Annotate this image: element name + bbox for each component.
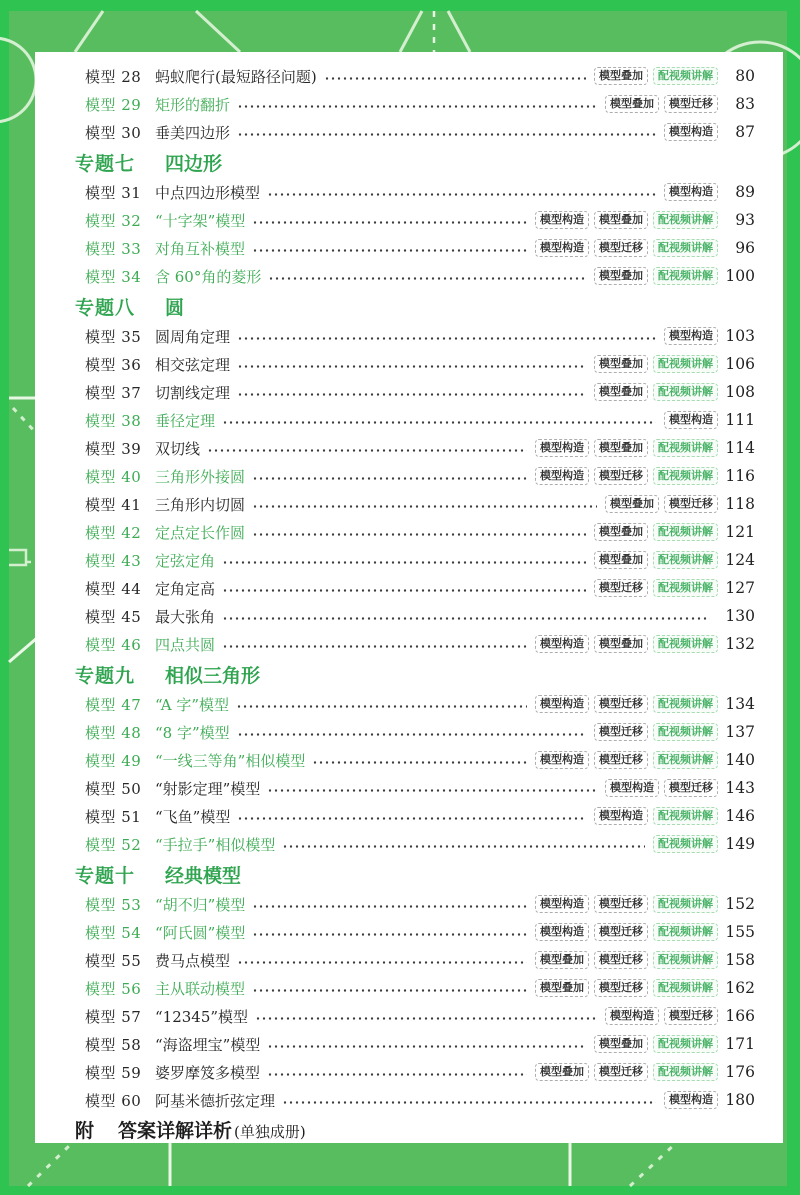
entry-label: 模型 34 [85,267,142,286]
entry-page-number: 158 [725,951,755,969]
model-badge: 模型叠加 [605,495,659,513]
toc-entry [85,690,755,718]
entry-title: 双切线 [155,439,201,458]
model-badge: 模型构造 [535,635,589,653]
entry-badges [594,551,718,569]
dot-leader [237,960,527,965]
dot-leader [236,704,527,709]
entry-badges [594,807,718,825]
entry-label: 模型 39 [85,439,142,458]
chapter-heading [75,658,755,690]
entry-badges [535,695,718,713]
entry-title: 含 60°角的菱形 [155,267,262,286]
video-badge: 配视频讲解 [653,67,718,85]
model-badge: 模型迁移 [594,579,648,597]
entry-label: 模型 33 [85,239,142,258]
entry-page-number: 171 [725,1035,755,1053]
entry-page-number: 114 [725,439,755,457]
entry-title: 费马点模型 [155,951,231,970]
toc-entry [85,1058,755,1086]
toc-entry [85,350,755,378]
video-badge: 配视频讲解 [653,551,718,569]
entry-title: “飞鱼”模型 [155,807,231,826]
model-badge: 模型构造 [535,211,589,229]
toc-entry [85,830,755,858]
toc-entry [85,434,755,462]
model-badge: 模型迁移 [594,695,648,713]
dot-leader [207,448,527,453]
entry-title: “一线三等角”相似模型 [155,751,306,770]
entry-badges [664,183,718,201]
model-badge: 模型叠加 [535,951,589,969]
entry-badges [594,523,718,541]
entry-label: 模型 51 [85,807,142,826]
dot-leader [252,220,527,225]
video-badge: 配视频讲解 [653,467,718,485]
toc-entry [85,802,755,830]
entry-badges [535,923,718,941]
model-badge: 模型构造 [535,467,589,485]
video-badge: 配视频讲解 [653,523,718,541]
video-badge: 配视频讲解 [653,239,718,257]
dot-leader [237,816,586,821]
entry-label: 模型 30 [85,123,142,142]
entry-badges [594,383,718,401]
model-badge: 模型构造 [664,183,718,201]
entry-badges [664,1091,718,1109]
video-badge: 配视频讲解 [653,439,718,457]
entry-badges [653,835,718,853]
entry-title: “胡不归”模型 [155,895,246,914]
entry-badges [535,751,718,769]
entry-label: 模型 48 [85,723,142,742]
entry-label: 模型 46 [85,635,142,654]
model-badge: 模型构造 [605,779,659,797]
entry-title: 切割线定理 [155,383,231,402]
entry-badges [535,439,718,457]
model-badge: 模型叠加 [594,1035,648,1053]
toc-entry [85,774,755,802]
chapter-title: 经典模型 [165,865,242,887]
dot-leader [222,644,527,649]
model-badge: 模型迁移 [594,923,648,941]
entry-page-number: 87 [735,123,755,141]
model-badge: 模型叠加 [594,439,648,457]
entry-title: “射影定理”模型 [155,779,261,798]
toc-entry [85,602,755,630]
toc-entry [85,890,755,918]
entry-badges [594,267,718,285]
entry-page-number: 121 [725,523,755,541]
entry-page-number: 140 [725,751,755,769]
entry-label: 模型 28 [85,67,142,86]
entry-badges [535,979,718,997]
toc-entry [85,1086,755,1114]
model-badge: 模型构造 [664,327,718,345]
video-badge: 配视频讲解 [653,951,718,969]
entry-title: 阿基米德折弦定理 [155,1091,276,1110]
entry-label: 模型 49 [85,751,142,770]
entry-badges [535,467,718,485]
model-badge: 模型迁移 [594,951,648,969]
entry-title: 主从联动模型 [155,979,246,998]
entry-title: 中点四边形模型 [155,183,261,202]
appendix-row [75,1116,755,1146]
dot-leader [222,588,586,593]
entry-page-number: 152 [725,895,755,913]
dot-leader [252,504,597,509]
model-badge: 模型构造 [535,695,589,713]
entry-title: “海盗埋宝”模型 [155,1035,261,1054]
model-badge: 模型叠加 [594,551,648,569]
model-badge: 模型构造 [594,807,648,825]
toc-entry [85,574,755,602]
entry-title: “12345”模型 [155,1007,249,1026]
model-badge: 模型叠加 [594,355,648,373]
entry-badges [605,1007,718,1025]
entry-label: 模型 42 [85,523,142,542]
entry-label: 模型 52 [85,835,142,854]
entry-page-number: 137 [725,723,755,741]
entry-page-number: 155 [725,923,755,941]
entry-page-number: 89 [735,183,755,201]
entry-title: 相交弦定理 [155,355,231,374]
entry-label: 模型 44 [85,579,142,598]
appendix-title: 答案详解详析 [118,1121,233,1142]
dot-leader [237,392,586,397]
chapter-heading [75,146,755,178]
dot-leader [237,336,656,341]
entry-badges [664,411,718,429]
entry-badges [535,951,718,969]
entry-label: 模型 54 [85,923,142,942]
toc-entry [85,974,755,1002]
toc-entry [85,918,755,946]
entry-page-number: 111 [725,411,755,429]
model-badge: 模型构造 [664,411,718,429]
entry-page-number: 132 [725,635,755,653]
entry-label: 模型 31 [85,183,142,202]
toc-list [75,62,755,1114]
model-badge: 模型构造 [535,923,589,941]
video-badge: 配视频讲解 [653,383,718,401]
model-badge: 模型迁移 [594,467,648,485]
model-badge: 模型构造 [605,1007,659,1025]
model-badge: 模型迁移 [594,895,648,913]
toc-entry [85,630,755,658]
entry-page-number: 106 [725,355,755,373]
entry-badges [664,327,718,345]
chapter-label: 专题七 [75,153,136,175]
entry-page-number: 130 [725,607,755,625]
video-badge: 配视频讲解 [653,751,718,769]
entry-page-number: 180 [725,1091,755,1109]
model-badge: 模型构造 [664,123,718,141]
entry-badges [535,239,718,257]
entry-page-number: 100 [725,267,755,285]
dot-leader [237,364,586,369]
entry-page-number: 108 [725,383,755,401]
dot-leader [267,788,597,793]
entry-title: 定弦定角 [155,551,216,570]
entry-badges [605,95,718,113]
entry-label: 模型 57 [85,1007,142,1026]
entry-title: “A 字”模型 [155,695,230,714]
entry-badges [594,67,718,85]
entry-badges [535,635,718,653]
video-badge: 配视频讲解 [653,635,718,653]
toc-entry [85,1030,755,1058]
toc-entry [85,518,755,546]
entry-title: 矩形的翻折 [155,95,231,114]
appendix-label: 附 [75,1121,95,1142]
entry-title: “十字架”模型 [155,211,246,230]
video-badge: 配视频讲解 [653,723,718,741]
model-badge: 模型构造 [535,751,589,769]
model-badge: 模型迁移 [594,751,648,769]
entry-badges [594,579,718,597]
entry-page-number: 146 [725,807,755,825]
toc-entry [85,490,755,518]
entry-label: 模型 38 [85,411,142,430]
entry-label: 模型 41 [85,495,142,514]
model-badge: 模型迁移 [594,1063,648,1081]
entry-title: 定角定高 [155,579,216,598]
toc-entry [85,178,755,206]
video-badge: 配视频讲解 [653,1035,718,1053]
toc-panel [35,52,783,1143]
dot-leader [282,844,645,849]
dot-leader [282,1100,656,1105]
dot-leader [267,192,656,197]
video-badge: 配视频讲解 [653,923,718,941]
toc-entry [85,946,755,974]
video-badge: 配视频讲解 [653,1063,718,1081]
entry-page-number: 166 [725,1007,755,1025]
model-badge: 模型叠加 [594,267,648,285]
chapter-label: 专题十 [75,865,136,887]
toc-entry [85,406,755,434]
model-badge: 模型迁移 [664,95,718,113]
model-badge: 模型构造 [535,895,589,913]
entry-label: 模型 50 [85,779,142,798]
dot-leader [252,988,527,993]
dot-leader [237,132,656,137]
video-badge: 配视频讲解 [653,355,718,373]
entry-label: 模型 36 [85,355,142,374]
chapter-title: 相似三角形 [165,665,261,687]
entry-title: “手拉手”相似模型 [155,835,276,854]
entry-title: 对角互补模型 [155,239,246,258]
chapter-title: 四边形 [165,153,223,175]
entry-page-number: 93 [735,211,755,229]
entry-page-number: 134 [725,695,755,713]
entry-page-number: 103 [725,327,755,345]
model-badge: 模型迁移 [664,779,718,797]
toc-entry [85,206,755,234]
entry-label: 模型 60 [85,1091,142,1110]
entry-label: 模型 45 [85,607,142,626]
entry-label: 模型 59 [85,1063,142,1082]
entry-title: 婆罗摩笈多模型 [155,1063,261,1082]
dot-leader [252,248,527,253]
entry-page-number: 176 [725,1063,755,1081]
toc-entry [85,1002,755,1030]
video-badge: 配视频讲解 [653,211,718,229]
entry-page-number: 96 [735,239,755,257]
dot-leader [312,760,527,765]
dot-leader [252,904,527,909]
model-badge: 模型叠加 [535,1063,589,1081]
model-badge: 模型迁移 [664,1007,718,1025]
entry-title: 三角形外接圆 [155,467,246,486]
model-badge: 模型叠加 [594,635,648,653]
chapter-heading [75,290,755,322]
video-badge: 配视频讲解 [653,267,718,285]
entry-title: 四点共圆 [155,635,216,654]
entry-page-number: 118 [725,495,755,513]
entry-page-number: 116 [725,467,755,485]
model-badge: 模型叠加 [594,523,648,541]
video-badge: 配视频讲解 [653,579,718,597]
entry-page-number: 83 [735,95,755,113]
model-badge: 模型迁移 [664,495,718,513]
entry-label: 模型 35 [85,327,142,346]
dot-leader [237,732,586,737]
model-badge: 模型叠加 [594,211,648,229]
dot-leader [252,532,586,537]
toc-entry [85,62,755,90]
entry-badges [594,723,718,741]
toc-entry [85,118,755,146]
video-badge: 配视频讲解 [653,807,718,825]
entry-badges [664,123,718,141]
entry-label: 模型 37 [85,383,142,402]
entry-label: 模型 32 [85,211,142,230]
model-badge: 模型构造 [535,239,589,257]
toc-entry [85,718,755,746]
toc-entry [85,462,755,490]
entry-title: 定点定长作圆 [155,523,246,542]
chapter-label: 专题八 [75,297,136,319]
dot-leader [267,1044,586,1049]
dot-leader [237,104,597,109]
entry-title: 最大张角 [155,607,216,626]
entry-label: 模型 47 [85,695,142,714]
entry-title: “8 字”模型 [155,723,230,742]
toc-entry [85,234,755,262]
dot-leader [222,420,656,425]
entry-label: 模型 56 [85,979,142,998]
entry-badges [535,895,718,913]
dot-leader [252,476,527,481]
entry-title: “阿氏圆”模型 [155,923,246,942]
entry-page-number: 80 [735,67,755,85]
model-badge: 模型迁移 [594,723,648,741]
dot-leader [222,616,710,621]
entry-badges [605,779,718,797]
entry-page-number: 162 [725,979,755,997]
model-badge: 模型构造 [535,439,589,457]
toc-entry [85,546,755,574]
dot-leader [222,560,586,565]
toc-entry [85,262,755,290]
dot-leader [324,76,586,81]
video-badge: 配视频讲解 [653,895,718,913]
entry-title: 垂径定理 [155,411,216,430]
entry-title: 圆周角定理 [155,327,231,346]
toc-entry [85,746,755,774]
dot-leader [252,932,527,937]
entry-title: 蚂蚁爬行(最短路径问题) [155,67,317,86]
entry-page-number: 127 [725,579,755,597]
entry-label: 模型 58 [85,1035,142,1054]
dot-leader [255,1016,597,1021]
model-badge: 模型叠加 [594,67,648,85]
entry-badges [605,495,718,513]
dot-leader [267,1072,527,1077]
model-badge: 模型叠加 [594,383,648,401]
entry-badges [594,355,718,373]
entry-title: 三角形内切圆 [155,495,246,514]
video-badge: 配视频讲解 [653,695,718,713]
model-badge: 模型迁移 [594,239,648,257]
dot-leader [268,276,586,281]
entry-label: 模型 29 [85,95,142,114]
model-badge: 模型迁移 [594,979,648,997]
entry-label: 模型 55 [85,951,142,970]
entry-page-number: 143 [725,779,755,797]
toc-entry [85,378,755,406]
chapter-heading [75,858,755,890]
entry-page-number: 124 [725,551,755,569]
model-badge: 模型构造 [664,1091,718,1109]
entry-badges [535,211,718,229]
entry-page-number: 149 [725,835,755,853]
entry-badges [594,1035,718,1053]
chapter-title: 圆 [165,297,185,319]
model-badge: 模型叠加 [535,979,589,997]
chapter-label: 专题九 [75,665,136,687]
video-badge: 配视频讲解 [653,835,718,853]
entry-label: 模型 40 [85,467,142,486]
appendix-note: (单独成册) [234,1123,306,1141]
toc-entry [85,90,755,118]
video-badge: 配视频讲解 [653,979,718,997]
toc-entry [85,322,755,350]
entry-label: 模型 43 [85,551,142,570]
entry-title: 垂美四边形 [155,123,231,142]
model-badge: 模型叠加 [605,95,659,113]
entry-badges [535,1063,718,1081]
entry-label: 模型 53 [85,895,142,914]
